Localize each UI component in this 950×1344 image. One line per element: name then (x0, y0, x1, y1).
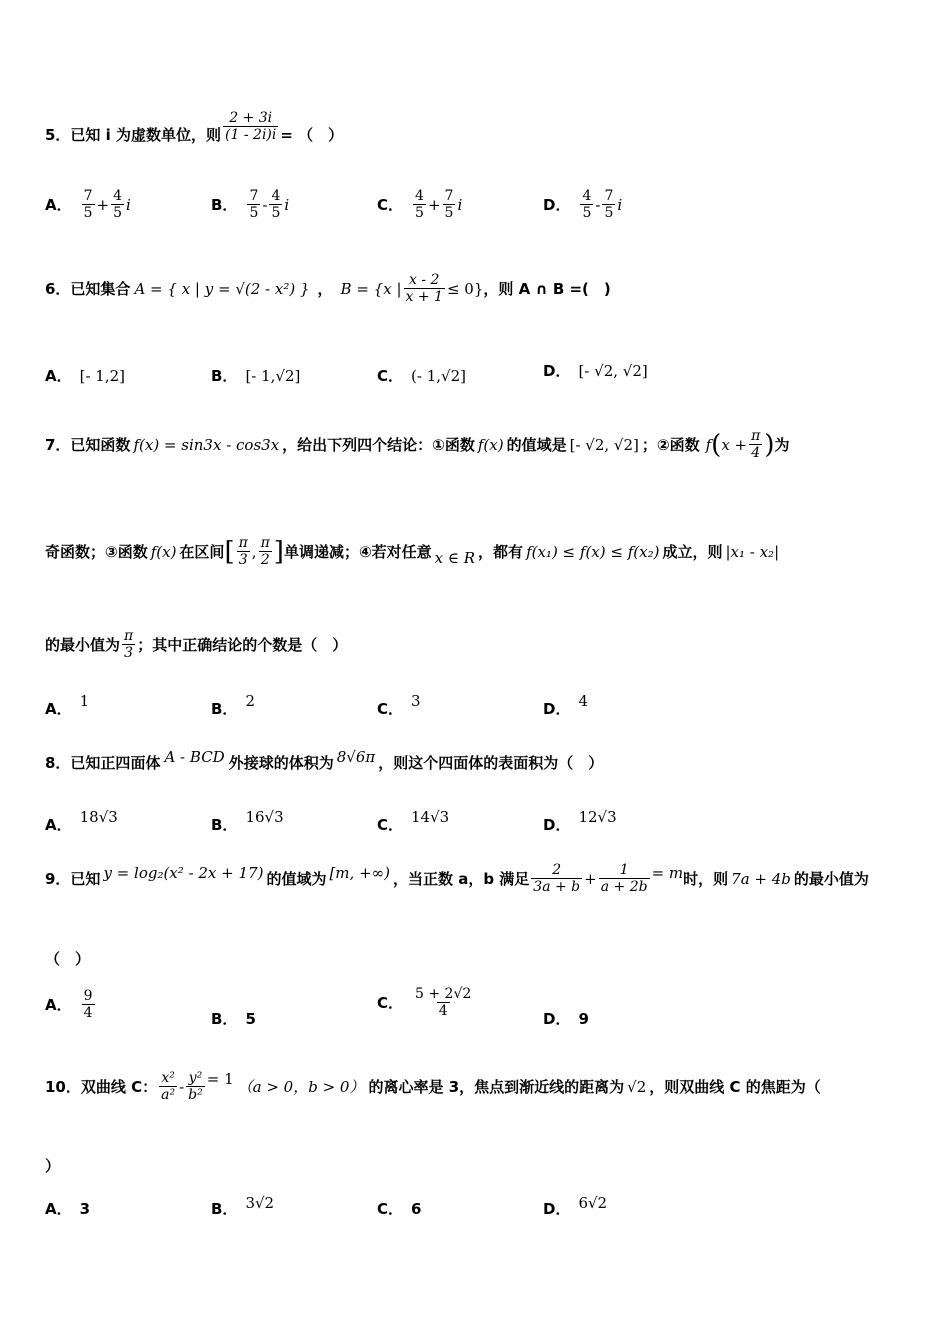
q7-function: f(x) = sin3x - cos3x (133, 435, 280, 454)
q8-stem: 8．已知正四面体 (45, 754, 161, 772)
q10-paren-line: ） (45, 1157, 61, 1175)
q6-option-c[interactable]: C． (- 1,√2] (377, 366, 466, 385)
q5-stem: 5．已知 i 为虚数单位，则 (45, 126, 222, 145)
q8-option-d[interactable]: D． 12√3 (543, 807, 617, 834)
q5-c-label: C． (377, 196, 404, 215)
q5-tail: = （ ） (280, 126, 344, 145)
q6-set-b-pre: B = {x | (340, 279, 402, 298)
q6-option-a[interactable]: A． [- 1,2] (45, 366, 126, 385)
q5-fraction (223, 110, 278, 143)
q5-option-c[interactable]: C． $\frac{4}{5}$ + $\frac{7}{5}$ i (377, 188, 463, 222)
q5-den: (1 - 2i)i (225, 127, 277, 144)
q6-set-b-post: ≤ 0} (446, 279, 484, 298)
q5-b-label: B． (211, 196, 238, 215)
q10-stem-line: 10．双曲线 C： $\frac{\text{x²}}{\text{a²}}$ - $\frac{\text{y²}}{\text{b²}}$ = 1 （a > 0，b > 0） 的离心率是 3，焦点到渐近线的距离为 √2 ，则双曲线 C 的焦距为（ (45, 1069, 821, 1104)
q5-option-d[interactable]: D． $\frac{4}{5}$ - $\frac{7}{5}$ i (543, 188, 623, 222)
q7-line-1: 7．已知函数 f(x) = sin3x - cos3x ，给出下列四个结论：①函数 f(x) 的值域是 [- √2, √2] ；②函数 f ( x + $\frac{\pi}{4}$ ) 为 (45, 428, 790, 462)
q5-num: 2 + 3i (229, 110, 273, 126)
q5-option-a[interactable]: A． $\frac{7}{5}$ + $\frac{4}{5}$ i (45, 188, 131, 222)
q9-option-b[interactable]: B． 5 (211, 1009, 256, 1028)
q6-comma: ， (317, 280, 333, 299)
q7-line-2: 奇函数；③函数 f(x) 在区间 [ $\frac{\pi}{3}$ , $\frac{\pi}{2}$ ] 单调递减；④若对任意 x ∈ R ，都有 f(x₁) ≤ f(x) ≤ f(x₂) 成立，则 |x₁ - x₂| (45, 535, 780, 569)
q8-option-c[interactable]: C． 14√3 (377, 807, 450, 834)
q6-option-d[interactable]: D． [- √2, √2] (543, 361, 648, 380)
q9-option-d[interactable]: D． 9 (543, 1009, 589, 1028)
q6-tail: ，则 A ∩ B =( ) (483, 280, 611, 299)
q6-stem: 6．已知集合 (45, 280, 131, 299)
q7-option-b[interactable]: B． 2 (211, 691, 255, 718)
q9-option-a[interactable]: A． $\frac{9}{4}$ (45, 988, 93, 1022)
q6-option-b[interactable]: B． [- 1,√2] (211, 366, 301, 385)
q5-d-label: D． (543, 196, 571, 215)
q8-option-b[interactable]: B． 16√3 (211, 807, 284, 834)
q9-option-c[interactable]: C． $\frac{5 + 2√2}{4}$ (377, 986, 472, 1020)
q10-option-a[interactable]: A． 3 (45, 1199, 91, 1218)
q8-option-a[interactable]: A． 18√3 (45, 807, 118, 834)
q7-option-c[interactable]: C． 3 (377, 691, 421, 718)
q6-set-b-frac: $\frac{x - 2}{x + 1}$ (405, 272, 443, 306)
q10-option-d[interactable]: D． 6√2 (543, 1193, 608, 1218)
q5-a-label: A． (45, 196, 72, 215)
q7-stem: 7．已知函数 (45, 436, 131, 455)
q6-set-a: A = { x | y = √(2 - x²) } (134, 279, 310, 298)
q8-stem-line: 8．已知正四面体 A - BCD 外接球的体积为 8√6π ，则这个四面体的表面积为（ ） (45, 747, 604, 772)
q6-stem-line (45, 272, 611, 305)
q7-line-3: 的最小值为 $\frac{\pi}{3}$ ；其中正确结论的个数是（ ） (45, 628, 348, 662)
q10-option-c[interactable]: C． 6 (377, 1199, 422, 1218)
q5-stem-line (45, 110, 344, 151)
q9-stem-line: 9．已知 y = log₂(x² - 2x + 17) 的值域为 [m, +∞) ，当正数 a，b 满足 $\frac{2}{3a + b}$ + $\frac{1}{a + 2b}$ = m 时，则 7a + 4b 的最小值为 (45, 862, 869, 896)
q7-option-a[interactable]: A． 1 (45, 691, 90, 718)
q9-paren-line: （ ） (45, 950, 91, 968)
q7-option-d[interactable]: D． 4 (543, 691, 588, 718)
q9-stem: 9．已知 (45, 870, 101, 889)
q5-option-b[interactable]: B． $\frac{7}{5}$ - $\frac{4}{5}$ i (211, 188, 290, 222)
q10-option-b[interactable]: B． 3√2 (211, 1193, 275, 1218)
q10-stem: 10．双曲线 C： (45, 1078, 158, 1097)
